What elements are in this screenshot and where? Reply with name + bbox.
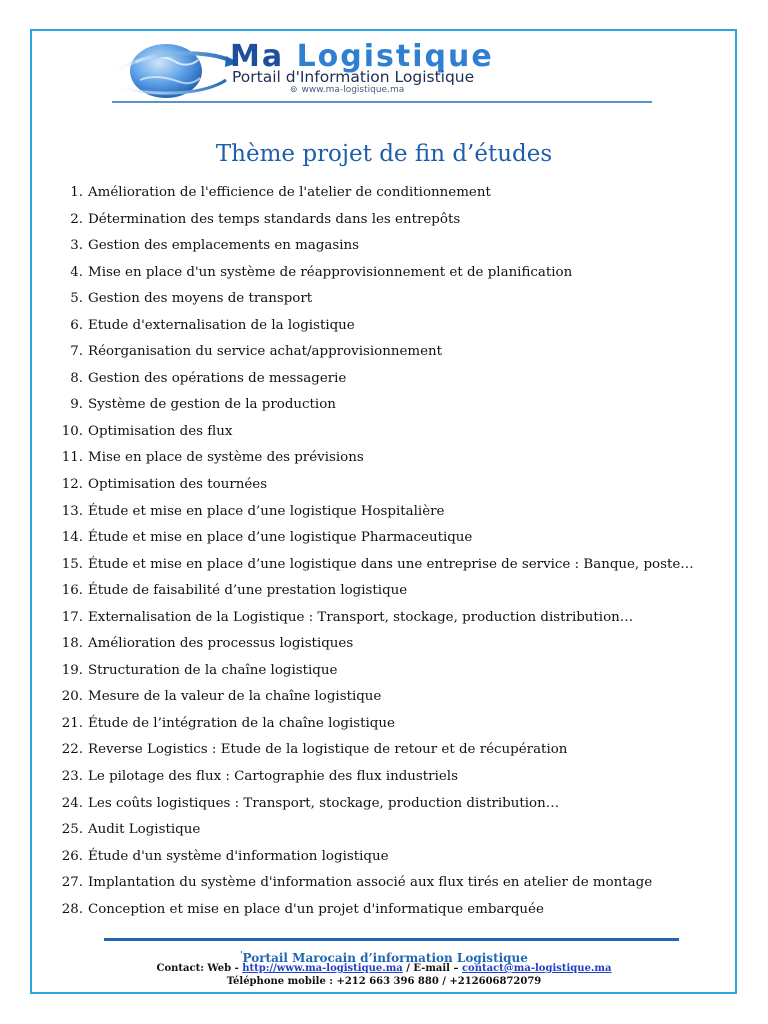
list-item-number: 12. xyxy=(61,477,83,493)
brand-url-line xyxy=(290,84,404,96)
list-item-text: Étude et mise en place d’une logistique Pharmaceutique xyxy=(88,530,473,546)
footer-phone: Téléphone mobile : +212 663 396 880 / +212606872079 xyxy=(226,976,542,987)
list-item-number: 2. xyxy=(70,211,83,227)
list-item-text: Structuration de la chaîne logistique xyxy=(88,662,338,678)
topic-list xyxy=(56,180,726,923)
list-item-text: Reverse Logistics : Etude de la logistique de retour et de récupération xyxy=(88,742,568,758)
list-item-text: Système de gestion de la production xyxy=(88,397,336,413)
list-item-text: Audit Logistique xyxy=(88,822,201,838)
list-item-text: Étude de l’intégration de la chaîne logistique xyxy=(88,715,395,731)
list-item-number: 14. xyxy=(61,530,83,546)
list-item-number: 4. xyxy=(70,264,83,280)
list-item-text: Le pilotage des flux : Cartographie des flux industriels xyxy=(88,769,458,785)
brand-name-part1: Ma xyxy=(230,39,285,74)
list-item xyxy=(56,233,726,260)
page-title: Thème projet de fin d’études xyxy=(215,141,553,167)
list-item xyxy=(56,631,726,658)
list-item-number: 27. xyxy=(61,875,83,891)
list-item xyxy=(56,499,726,526)
list-item xyxy=(56,578,726,605)
list-item xyxy=(56,207,726,234)
contact-prefix: Contact: Web - xyxy=(156,963,243,974)
list-item xyxy=(56,313,726,340)
list-item-number: 21. xyxy=(61,715,83,731)
list-item xyxy=(56,817,726,844)
at-sign-icon: ⊚ xyxy=(290,85,298,95)
list-item-number: 28. xyxy=(61,901,83,917)
list-item xyxy=(56,711,726,738)
brand-url: www.ma-logistique.ma xyxy=(301,85,405,95)
email-prefix: / E-mail – xyxy=(402,963,462,974)
list-item-text: Amélioration de l'efficience de l'atelier de conditionnement xyxy=(88,185,491,200)
website-link[interactable]: http://www.ma-logistique.ma xyxy=(242,963,403,974)
list-item-number: 18. xyxy=(61,636,83,652)
list-item xyxy=(56,844,726,871)
list-item-number: 10. xyxy=(61,423,83,439)
list-item xyxy=(56,339,726,366)
list-item xyxy=(56,286,726,313)
list-item-number: 26. xyxy=(61,848,83,864)
brand-name-part2: Logistique xyxy=(296,39,494,74)
list-item-number: 1. xyxy=(70,185,83,200)
list-item xyxy=(56,392,726,419)
list-item-number: 7. xyxy=(70,344,83,360)
list-item-number: 16. xyxy=(61,583,83,599)
list-item xyxy=(56,791,726,818)
list-item-text: Implantation du système d'information associé aux flux tirés en atelier de montage xyxy=(88,875,653,891)
list-item-text: Optimisation des tournées xyxy=(88,477,268,493)
list-item-number: 19. xyxy=(61,662,83,678)
footer-contact xyxy=(0,962,768,975)
list-item xyxy=(56,525,726,552)
list-item-text: Gestion des opérations de messagerie xyxy=(88,370,347,386)
list-item-number: 11. xyxy=(61,450,83,466)
list-item-text: Étude de faisabilité d’une prestation logistique xyxy=(88,583,408,599)
list-item-text: Étude et mise en place d’une logistique dans une entreprise de service : Banque, poste… xyxy=(88,556,694,572)
list-item-number: 9. xyxy=(70,397,83,413)
list-item-number: 8. xyxy=(70,370,83,386)
list-item xyxy=(56,366,726,393)
list-item-number: 17. xyxy=(61,609,83,625)
list-item-text: Conception et mise en place d'un projet d'informatique embarquée xyxy=(88,901,544,917)
list-item-number: 13. xyxy=(61,503,83,519)
list-item xyxy=(56,419,726,446)
list-item-text: Amélioration des processus logistiques xyxy=(88,636,354,652)
list-item-number: 15. xyxy=(61,556,83,572)
list-item-text: Réorganisation du service achat/approvisionnement xyxy=(88,344,443,360)
header-divider xyxy=(112,101,652,103)
list-item-number: 24. xyxy=(61,795,83,811)
list-item xyxy=(56,445,726,472)
list-item xyxy=(56,605,726,632)
list-item xyxy=(56,870,726,897)
list-item-text: Gestion des emplacements en magasins xyxy=(88,238,360,254)
list-item xyxy=(56,472,726,499)
list-item-number: 6. xyxy=(70,317,83,333)
footer-title-text: Portail Marocain d’information Logistique xyxy=(242,951,528,965)
list-item-text: Étude d'un système d'information logistique xyxy=(88,848,389,864)
list-item-text: Gestion des moyens de transport xyxy=(88,291,313,307)
brand-subtitle: Portail d'Information Logistique xyxy=(232,68,475,86)
list-item xyxy=(56,897,726,924)
list-item-number: 23. xyxy=(61,769,83,785)
list-item-text: Les coûts logistiques : Transport, stockage, production distribution… xyxy=(88,795,560,811)
list-item xyxy=(56,764,726,791)
list-item-text: Optimisation des flux xyxy=(88,423,233,439)
footer-divider xyxy=(104,938,679,941)
list-item xyxy=(56,260,726,287)
list-item-number: 22. xyxy=(61,742,83,758)
footer-mark: ' xyxy=(240,949,243,959)
list-item-number: 3. xyxy=(70,238,83,254)
list-item xyxy=(56,737,726,764)
list-item-text: Mesure de la valeur de la chaîne logistique xyxy=(88,689,382,705)
list-item-text: Externalisation de la Logistique : Transport, stockage, production distribution… xyxy=(88,609,634,625)
list-item-text: Mise en place de système des prévisions xyxy=(88,450,364,466)
list-item xyxy=(56,684,726,711)
list-item-text: Mise en place d'un système de réapprovisionnement et de planification xyxy=(88,264,573,280)
email-link[interactable]: contact@ma-logistique.ma xyxy=(461,963,612,974)
list-item xyxy=(56,658,726,685)
list-item-number: 5. xyxy=(70,291,83,307)
list-item xyxy=(56,180,726,207)
list-item-text: Détermination des temps standards dans les entrepôts xyxy=(88,211,461,227)
list-item-text: Étude et mise en place d’une logistique Hospitalière xyxy=(88,503,445,519)
list-item xyxy=(56,552,726,579)
list-item-number: 20. xyxy=(61,689,83,705)
list-item-number: 25. xyxy=(61,822,83,838)
list-item-text: Etude d'externalisation de la logistique xyxy=(88,317,355,333)
